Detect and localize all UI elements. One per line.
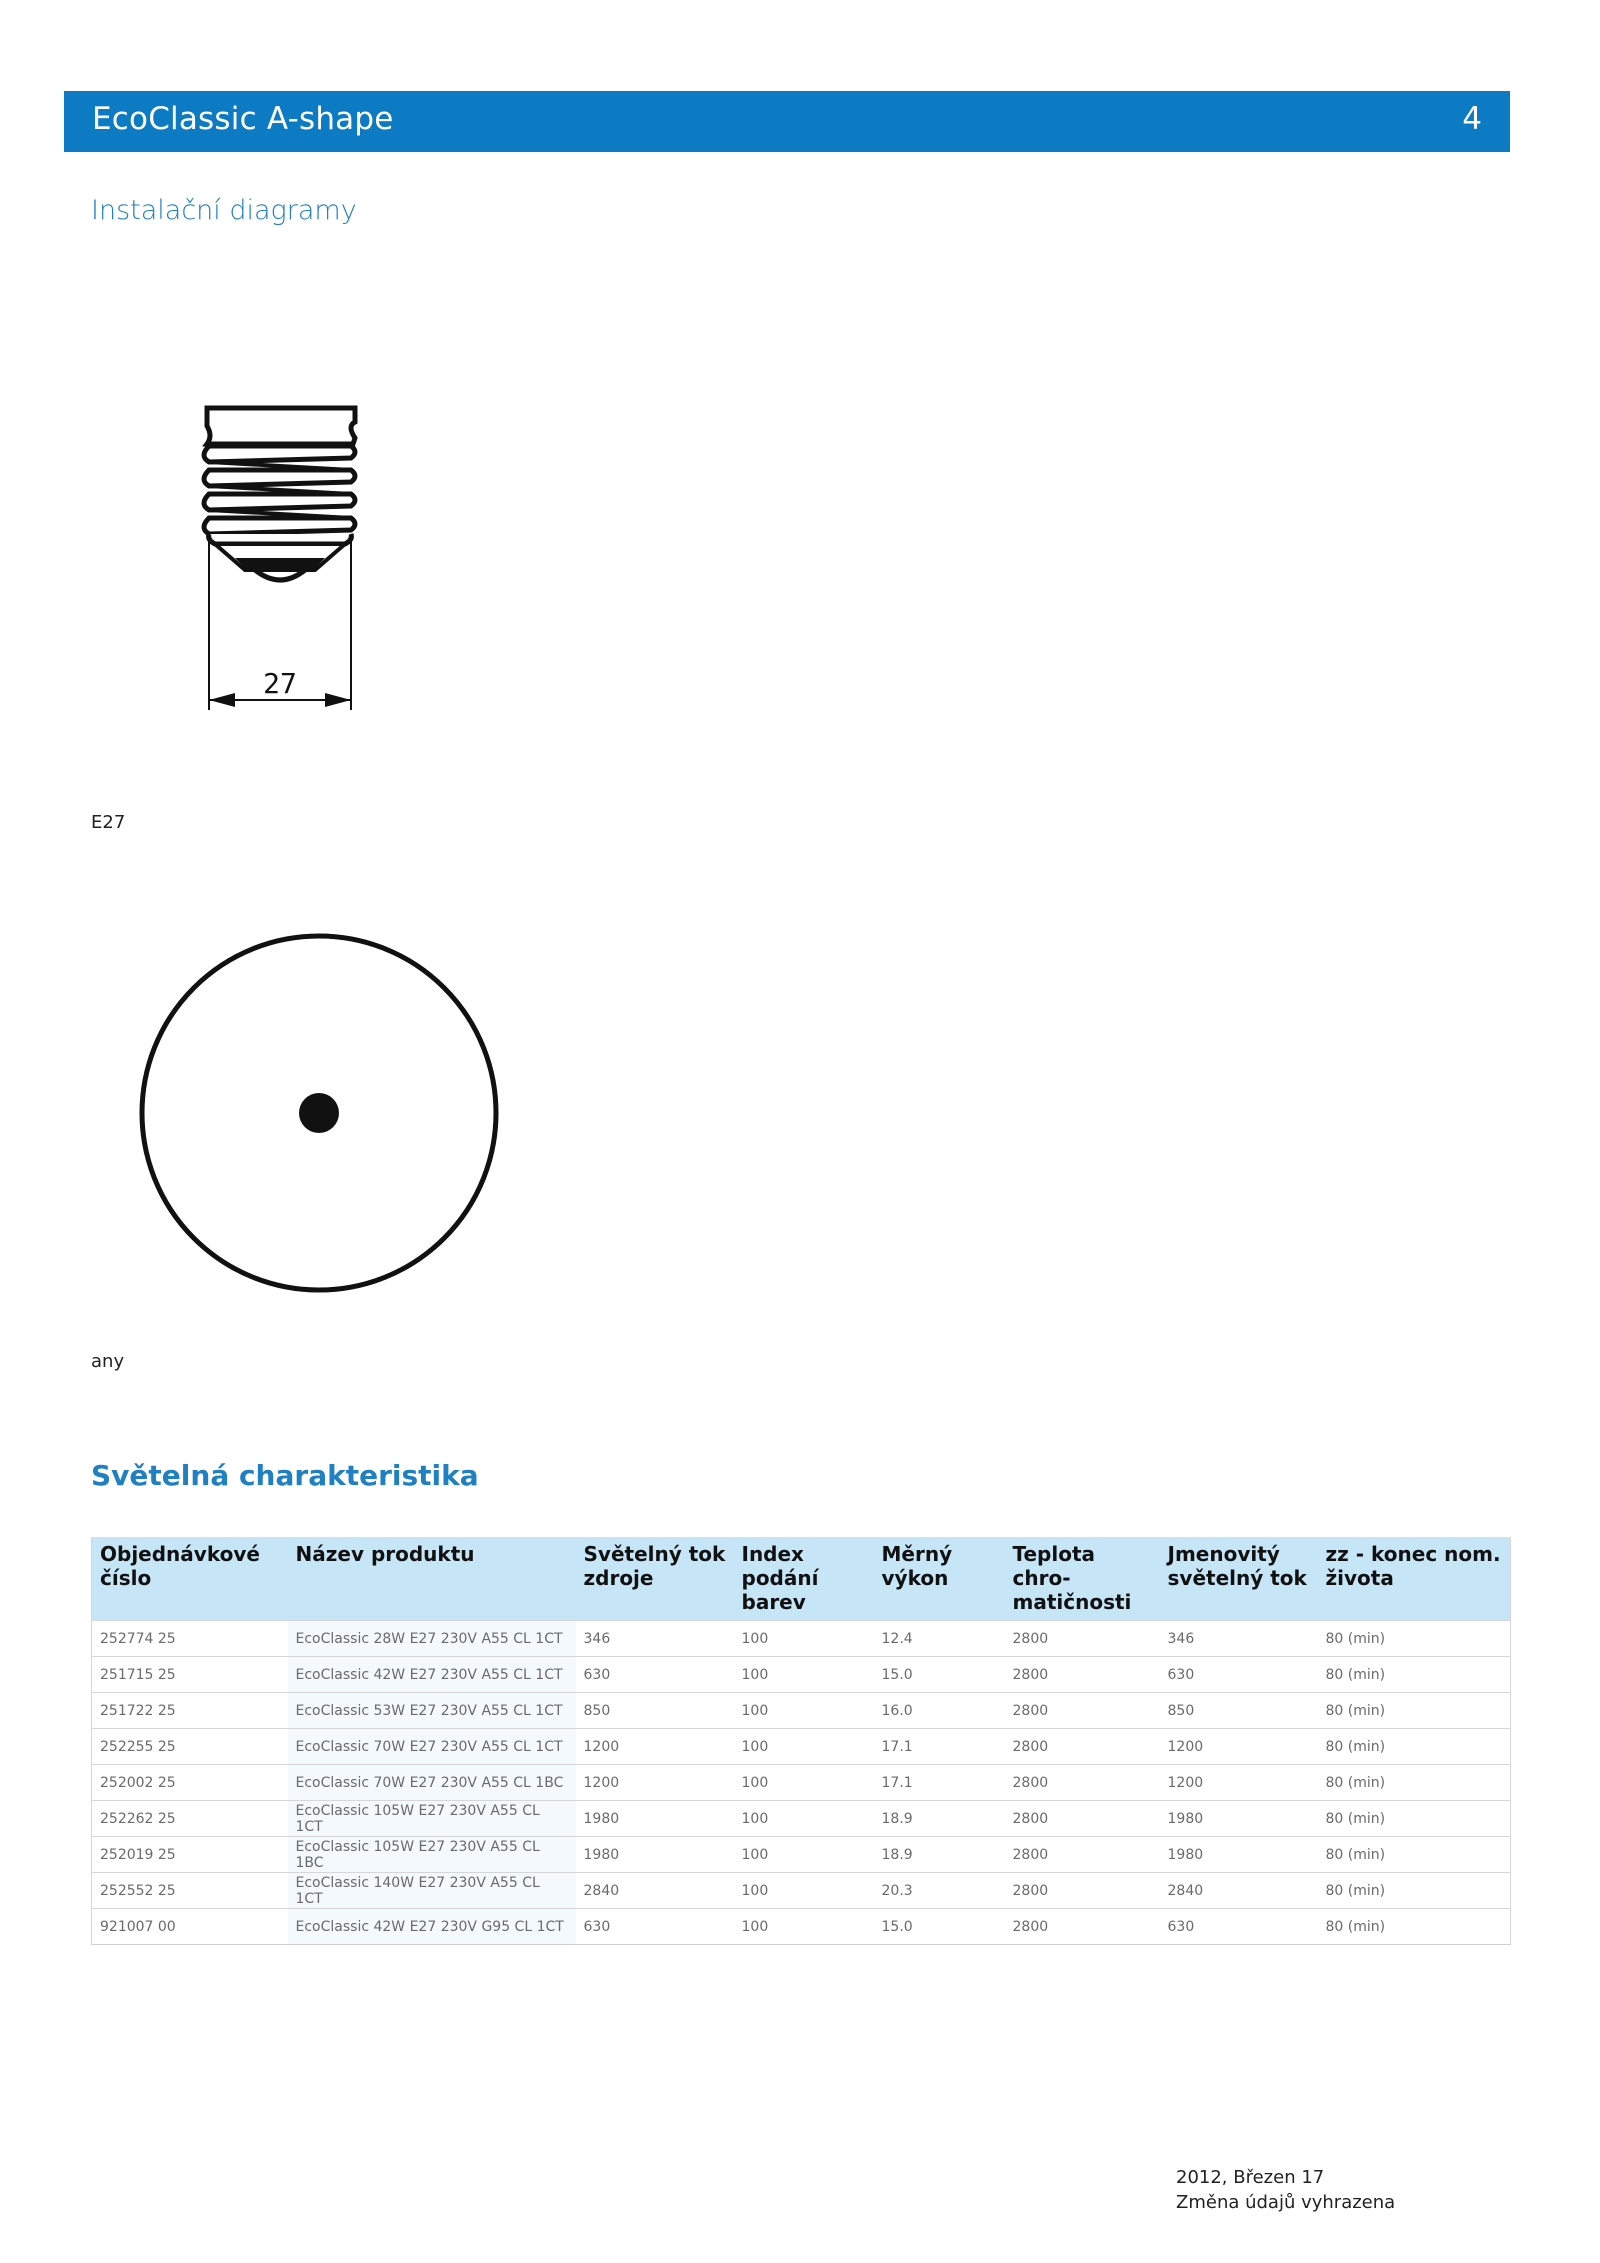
efficacy-cell: 17.1	[874, 1729, 1005, 1765]
product-name-cell: EcoClassic 105W E27 230V A55 CL 1CT	[288, 1801, 576, 1837]
efficacy-cell: 15.0	[874, 1657, 1005, 1693]
header-bar	[64, 91, 1510, 152]
color-rendering-cell: 100	[734, 1693, 874, 1729]
order-code-cell: 252552 25	[92, 1873, 288, 1909]
lifetime-cell: 80 (min)	[1318, 1765, 1511, 1801]
color-temperature-cell: 2800	[1005, 1873, 1160, 1909]
luminous-flux-cell: 2840	[576, 1873, 734, 1909]
color-rendering-cell: 100	[734, 1801, 874, 1837]
color-temperature-cell: 2800	[1005, 1657, 1160, 1693]
luminous-flux-cell: 630	[576, 1909, 734, 1945]
product-name-cell: EcoClassic 53W E27 230V A55 CL 1CT	[288, 1693, 576, 1729]
efficacy-cell: 20.3	[874, 1873, 1005, 1909]
luminous-flux-cell: 346	[576, 1621, 734, 1657]
e27-base-diagram	[195, 400, 365, 720]
lifetime-cell: 80 (min)	[1318, 1693, 1511, 1729]
column-header: Světelný tok zdroje	[576, 1537, 734, 1621]
color-rendering-cell: 100	[734, 1621, 874, 1657]
characteristics-table	[91, 1537, 1511, 1945]
efficacy-cell: 17.1	[874, 1765, 1005, 1801]
color-rendering-cell: 100	[734, 1729, 874, 1765]
color-temperature-cell: 2800	[1005, 1621, 1160, 1657]
table-row	[92, 1765, 1511, 1801]
nominal-flux-cell: 346	[1160, 1621, 1318, 1657]
nominal-flux-cell: 1980	[1160, 1837, 1318, 1873]
order-code-cell: 252255 25	[92, 1729, 288, 1765]
color-temperature-cell: 2800	[1005, 1837, 1160, 1873]
order-code-cell: 921007 00	[92, 1909, 288, 1945]
color-rendering-cell: 100	[734, 1657, 874, 1693]
luminous-flux-cell: 1980	[576, 1801, 734, 1837]
lifetime-cell: 80 (min)	[1318, 1873, 1511, 1909]
table-row	[92, 1693, 1511, 1729]
table-row	[92, 1657, 1511, 1693]
efficacy-cell: 15.0	[874, 1909, 1005, 1945]
product-name-cell: EcoClassic 70W E27 230V A55 CL 1CT	[288, 1729, 576, 1765]
burning-position-diagram	[137, 930, 507, 1300]
lifetime-cell: 80 (min)	[1318, 1909, 1511, 1945]
order-code-cell: 252262 25	[92, 1801, 288, 1837]
product-name-cell: EcoClassic 70W E27 230V A55 CL 1BC	[288, 1765, 576, 1801]
nominal-flux-cell: 630	[1160, 1909, 1318, 1945]
page-number: 4	[1462, 101, 1482, 137]
color-temperature-cell: 2800	[1005, 1801, 1160, 1837]
luminous-flux-cell: 1980	[576, 1837, 734, 1873]
column-header: Teplota chro-matičnosti	[1005, 1537, 1160, 1621]
footer-date: 2012, Březen 17	[1176, 2167, 1325, 2188]
table-row	[92, 1909, 1511, 1945]
product-name-cell: EcoClassic 42W E27 230V A55 CL 1CT	[288, 1657, 576, 1693]
lifetime-cell: 80 (min)	[1318, 1729, 1511, 1765]
base-dimension-label: 27	[263, 667, 297, 700]
efficacy-cell: 18.9	[874, 1801, 1005, 1837]
table-header-row	[92, 1537, 1511, 1621]
product-name-cell: EcoClassic 42W E27 230V G95 CL 1CT	[288, 1909, 576, 1945]
nominal-flux-cell: 850	[1160, 1693, 1318, 1729]
nominal-flux-cell: 1200	[1160, 1729, 1318, 1765]
luminous-flux-cell: 630	[576, 1657, 734, 1693]
luminous-flux-cell: 1200	[576, 1729, 734, 1765]
nominal-flux-cell: 2840	[1160, 1873, 1318, 1909]
nominal-flux-cell: 630	[1160, 1657, 1318, 1693]
table-row	[92, 1837, 1511, 1873]
color-rendering-cell: 100	[734, 1837, 874, 1873]
order-code-cell: 252774 25	[92, 1621, 288, 1657]
column-header: zz - konec nom. života	[1318, 1537, 1511, 1621]
lifetime-cell: 80 (min)	[1318, 1621, 1511, 1657]
product-name-cell: EcoClassic 28W E27 230V A55 CL 1CT	[288, 1621, 576, 1657]
column-header: Index podání barev	[734, 1537, 874, 1621]
efficacy-cell: 18.9	[874, 1837, 1005, 1873]
color-rendering-cell: 100	[734, 1765, 874, 1801]
order-code-cell: 251722 25	[92, 1693, 288, 1729]
color-rendering-cell: 100	[734, 1873, 874, 1909]
product-name-cell: EcoClassic 105W E27 230V A55 CL 1BC	[288, 1837, 576, 1873]
color-temperature-cell: 2800	[1005, 1729, 1160, 1765]
luminous-flux-cell: 1200	[576, 1765, 734, 1801]
table-row	[92, 1801, 1511, 1837]
lifetime-cell: 80 (min)	[1318, 1801, 1511, 1837]
footer-note: Změna údajů vyhrazena	[1176, 2192, 1396, 2213]
lifetime-cell: 80 (min)	[1318, 1657, 1511, 1693]
color-rendering-cell: 100	[734, 1909, 874, 1945]
document-title: EcoClassic A-shape	[92, 101, 394, 137]
column-header: Název produktu	[288, 1537, 576, 1621]
column-header: Měrný výkon	[874, 1537, 1005, 1621]
column-header: Jmenovitý světelný tok	[1160, 1537, 1318, 1621]
table-row	[92, 1873, 1511, 1909]
luminous-flux-cell: 850	[576, 1693, 734, 1729]
order-code-cell: 252019 25	[92, 1837, 288, 1873]
column-header: Objednávkové číslo	[92, 1537, 288, 1621]
color-temperature-cell: 2800	[1005, 1693, 1160, 1729]
order-code-cell: 252002 25	[92, 1765, 288, 1801]
efficacy-cell: 12.4	[874, 1621, 1005, 1657]
nominal-flux-cell: 1200	[1160, 1765, 1318, 1801]
lifetime-cell: 80 (min)	[1318, 1837, 1511, 1873]
footer	[1176, 2165, 1395, 2215]
color-temperature-cell: 2800	[1005, 1909, 1160, 1945]
efficacy-cell: 16.0	[874, 1693, 1005, 1729]
base-type-label: E27	[91, 812, 126, 833]
table-row	[92, 1729, 1511, 1765]
color-temperature-cell: 2800	[1005, 1765, 1160, 1801]
order-code-cell: 251715 25	[92, 1657, 288, 1693]
table-row	[92, 1621, 1511, 1657]
installation-section-title: Instalační diagramy	[91, 195, 357, 226]
nominal-flux-cell: 1980	[1160, 1801, 1318, 1837]
product-name-cell: EcoClassic 140W E27 230V A55 CL 1CT	[288, 1873, 576, 1909]
burning-position-label: any	[91, 1351, 125, 1372]
characteristics-section-title: Světelná charakteristika	[91, 1459, 479, 1492]
